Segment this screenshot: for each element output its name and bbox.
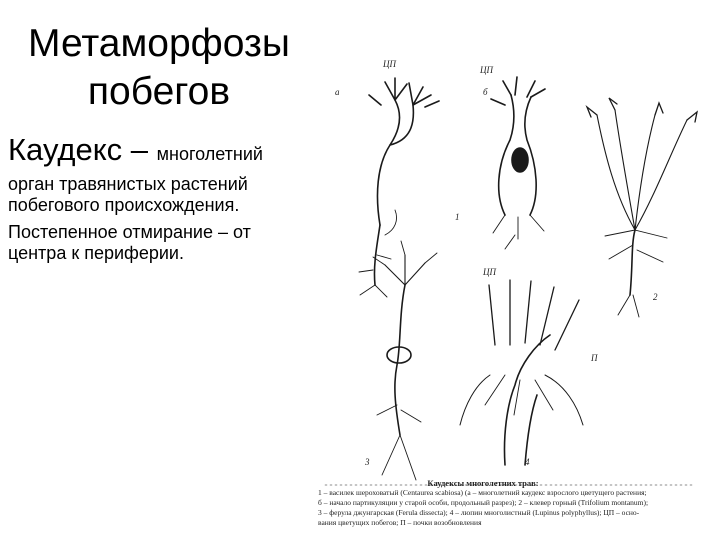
plant-4-drawing: [460, 280, 583, 465]
label-2: 2: [653, 292, 658, 302]
definition-block: [8, 130, 308, 264]
label-4: 4: [525, 457, 530, 467]
label-3: 3: [365, 457, 370, 467]
label-a: а: [335, 87, 340, 97]
label-cp-2: ЦП: [480, 65, 493, 75]
term: Каудекс: [8, 132, 123, 167]
caption-line: вания цветущих побегов; П – почки возобновления: [318, 518, 482, 527]
caption-title: Каудексы многолетних трав:: [427, 478, 539, 488]
term-dash: –: [122, 132, 157, 167]
plant-3-drawing: [373, 241, 437, 480]
caption-line: 1 – василек шероховатый (Centaurea scabiosa) (а – многолетний каудекс взрослого цветущего растения;: [318, 488, 647, 497]
label-b: б: [483, 87, 488, 97]
dying-off-paragraph: Постепенное отмирание – от центра к периферии.: [8, 222, 251, 263]
caudex-illustration: [315, 45, 715, 535]
title-line-2: побегов: [87, 69, 231, 113]
plant-a-drawing: [359, 78, 439, 297]
label-cp-3: ЦП: [483, 267, 496, 277]
definition-first-line: [8, 130, 308, 174]
figure-caption: [318, 478, 718, 528]
caption-line: б – начало партикуляции у старой особи, продольный разрез); 2 – клевер горный (Trifolium montanum);: [318, 498, 649, 507]
label-p: П: [591, 353, 598, 363]
term-definition-start: многолетний: [156, 144, 263, 164]
label-cp-1: ЦП: [383, 59, 396, 69]
slide-title: [14, 20, 304, 115]
plant-2-drawing: [587, 98, 697, 317]
caption-line: 3 – ферула джунгарская (Ferula dissecta); 4 – люпин многолистный (Lupinus polyphyllus); ЦП – осно-: [318, 508, 640, 517]
title-line-1: Метаморфозы: [28, 22, 290, 65]
plant-b-drawing: [491, 77, 545, 249]
definition-paragraph: орган травянистых растений побегового происхождения.: [8, 174, 248, 215]
label-1: 1: [455, 212, 460, 222]
